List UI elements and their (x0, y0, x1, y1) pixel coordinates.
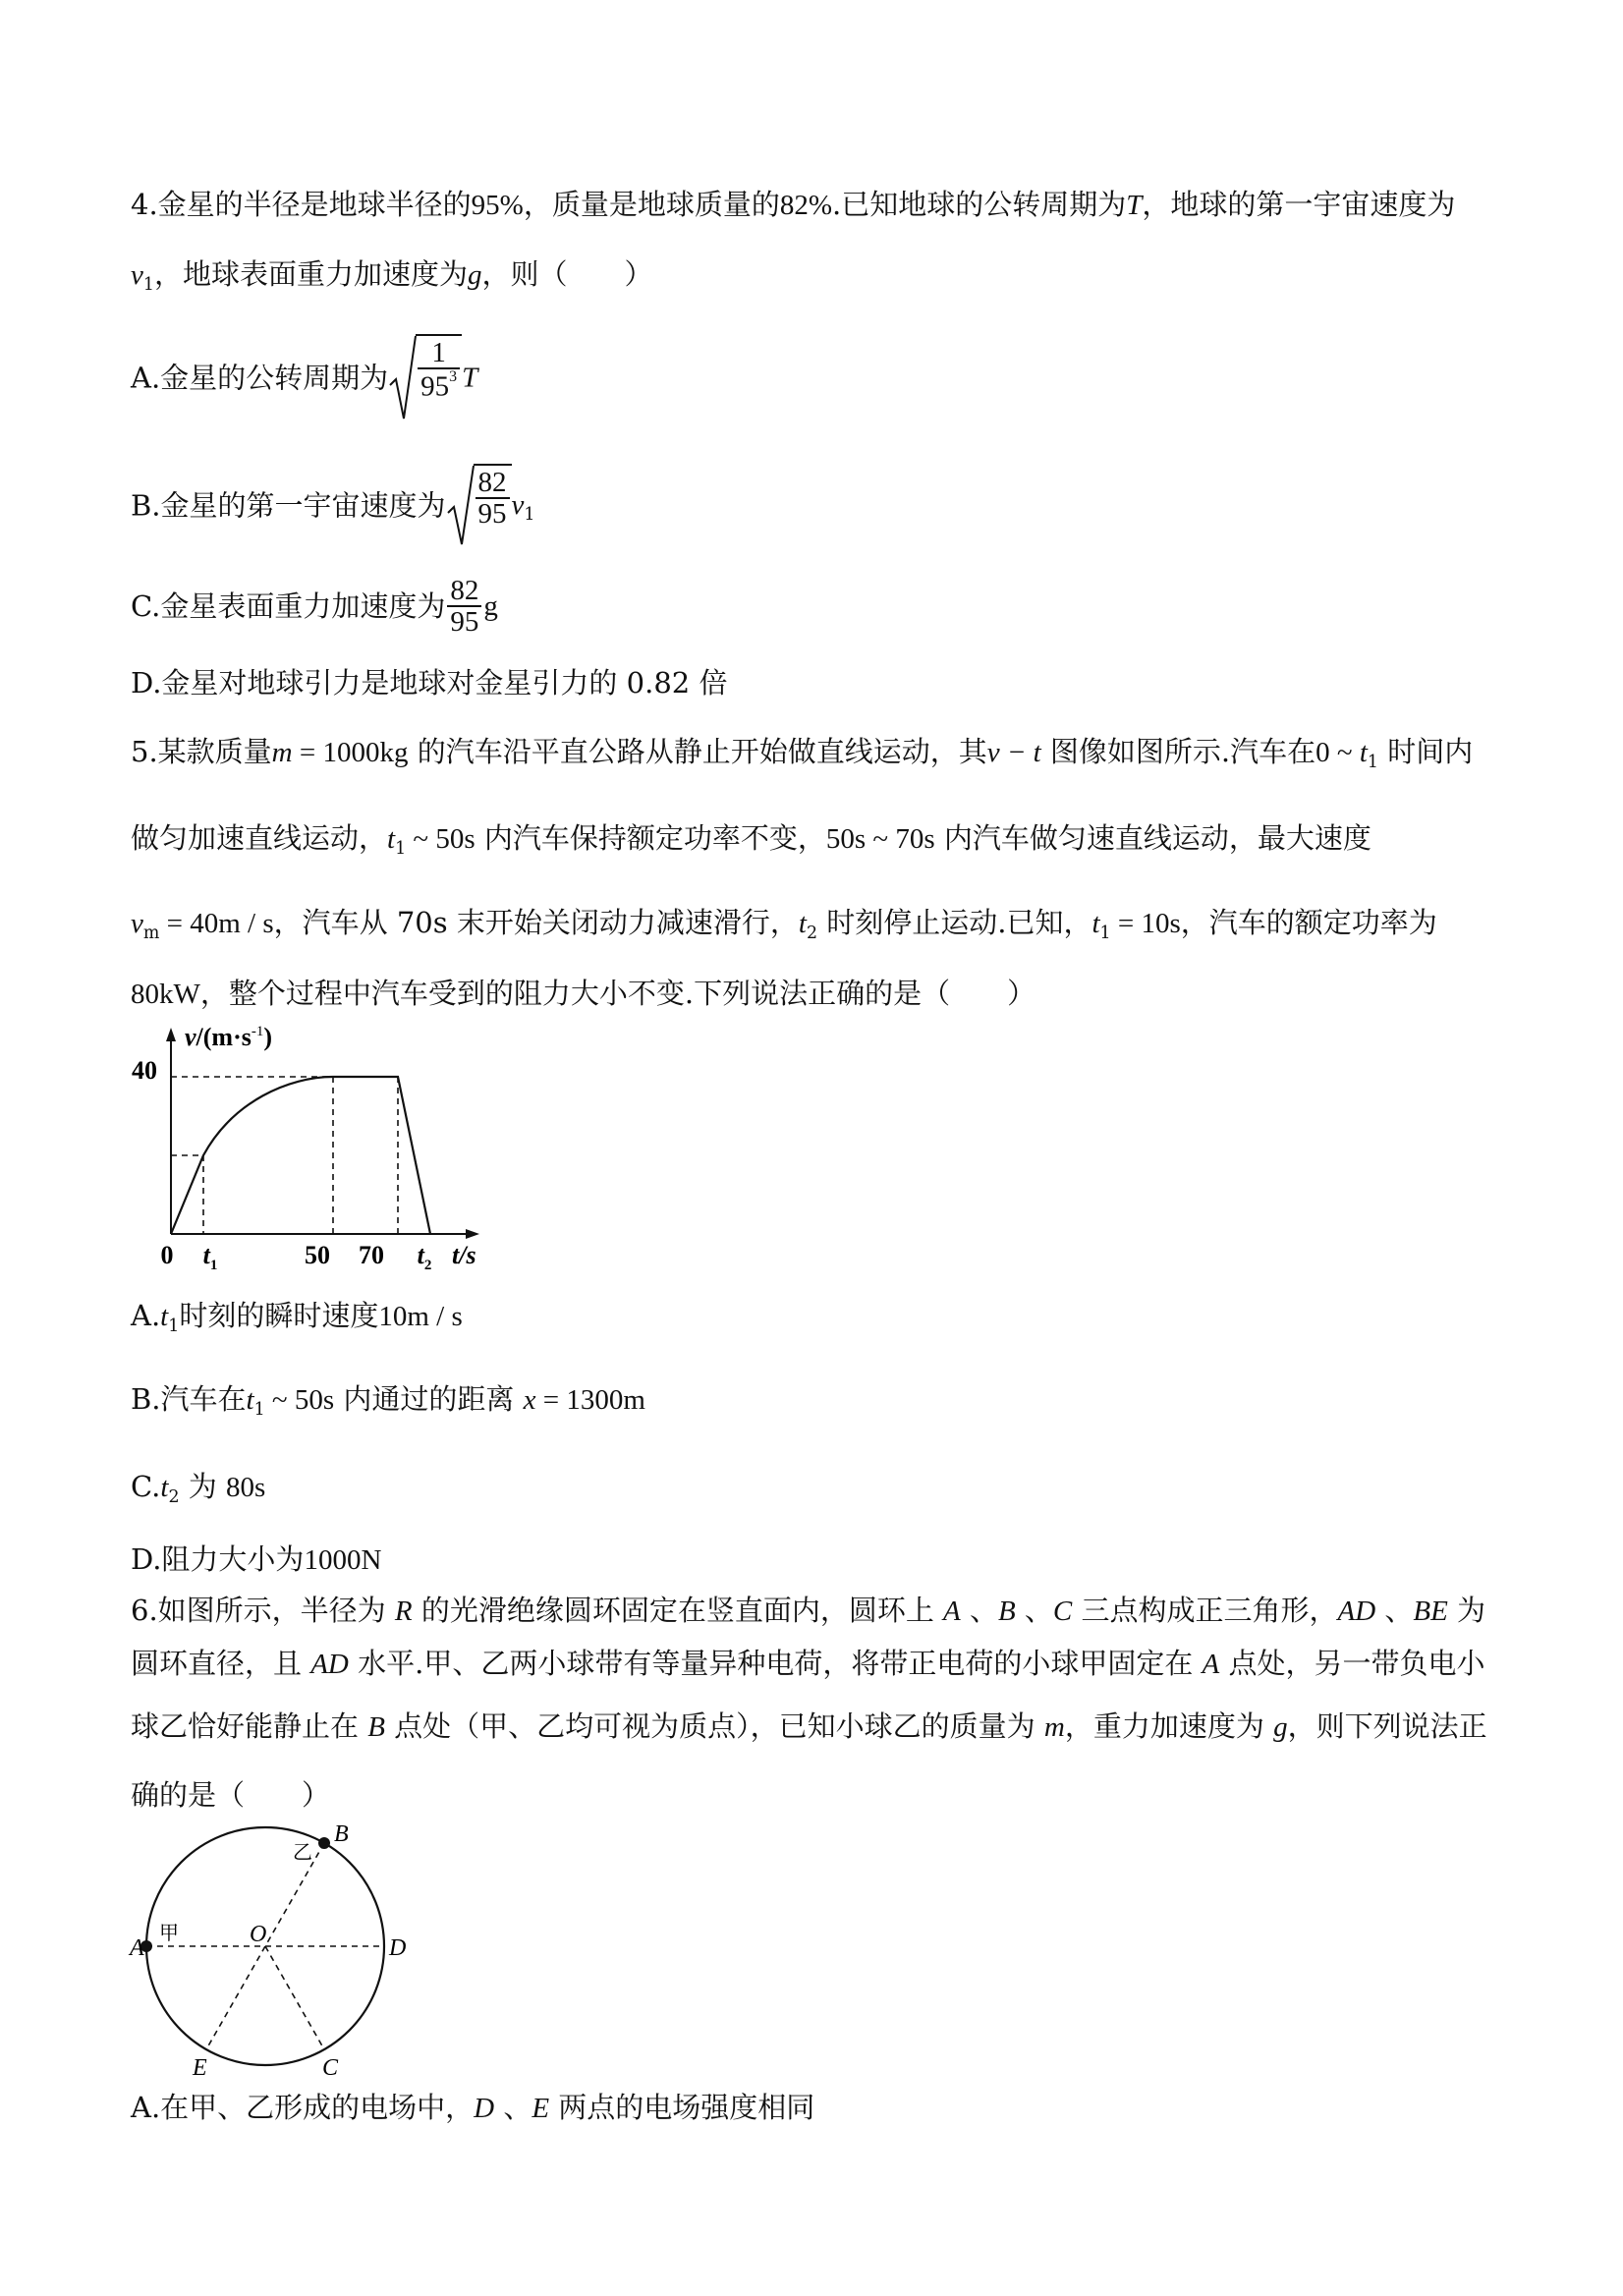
y-axis-label: $v/(m\cdot s^{-1})$ (185, 1023, 273, 1051)
velocity-curve (171, 1077, 430, 1234)
sqrt-expression: $\frac{82}{95}$ (446, 464, 512, 548)
q4-option-b: B.金星的第一宇宙速度为 $\frac{82}{95}$ $v_1$ (131, 464, 534, 548)
q5-stem-line3: $v_m = 40m / s$，汽车从 70s 末开始关闭动力减速滑行，$t_2$ 时刻停止运动.已知，$t_1 = 10s$，汽车的额定功率为 (131, 906, 1437, 944)
x-tick-50: 50 (305, 1241, 330, 1269)
q4-stem-line2: $v_1$，地球表面重力加速度为g，则（ ） (131, 257, 653, 296)
q6-stem-line1: 6.如图所示，半径为 R 的光滑绝缘圆环固定在竖直面内，圆环上 A 、B 、C 三点构成正三角形，AD 、BE 为 (131, 1594, 1486, 1627)
q5-option-c: $C.t_2$ 为 80s (131, 1470, 266, 1508)
label-e: E (193, 2055, 207, 2081)
q5-vt-graph (128, 1020, 491, 1275)
label-o: O (250, 1922, 267, 1947)
q5-option-a: $A.t_1$时刻的瞬时速度10m / s (131, 1299, 463, 1337)
x-axis-arrow (466, 1229, 479, 1239)
label-jia: 甲 (159, 1923, 179, 1944)
x-tick-t2: $t_2$ (417, 1241, 432, 1273)
x-axis-label: t/s (452, 1241, 476, 1269)
sqrt-expression: $\frac{1}{95^3}$ (388, 334, 462, 422)
q6-stem-line3: 球乙恰好能静止在 B 点处（甲、乙均可视为质点），已知小球乙的质量为 m，重力加速度为 g，则下列说法正 (131, 1709, 1487, 1743)
x-tick-t1: $t_1$ (202, 1241, 218, 1273)
label-a: A (130, 1935, 144, 1961)
label-yi: 乙 (293, 1842, 312, 1864)
q5-stem-line1: 5.某款质量m = 1000kg 的汽车沿平直公路从静止开始做直线运动，其v − t 图像如图所示.汽车在0 ~ $t_1$ 时间内 (131, 735, 1474, 773)
q6-circle-figure (126, 1818, 411, 2083)
label-d: D (389, 1935, 407, 1961)
q5-option-b: B.汽车在$t_1$ ~ 50s 内通过的距离 x = 1300m (131, 1382, 645, 1421)
q6-stem-line4: 确的是（ ） (131, 1778, 331, 1812)
q5-stem-line2: 做匀加速直线运动，$t_1$ ~ 50s 内汽车保持额定功率不变，50s ~ 70s 内汽车做匀速直线运动，最大速度 (131, 821, 1371, 860)
x-tick-70: 70 (359, 1241, 384, 1269)
charge-b-dot (318, 1837, 330, 1849)
q4-stem-line1: 4.金星的半径是地球半径的95%，质量是地球质量的82%.已知地球的公转周期为T，地球的第一宇宙速度为 (131, 188, 1456, 221)
q6-option-a: A.在甲、乙形成的电场中，D 、E 两点的电场强度相同 (131, 2091, 815, 2124)
x-tick-0: 0 (160, 1241, 174, 1269)
q4-option-a: A.金星的公转周期为 $\frac{1}{95^3}$ T (131, 334, 477, 422)
q6-stem-line2: 圆环直径，且 AD 水平.甲、乙两小球带有等量异种电荷，将带正电荷的小球甲固定在 A 点处，另一带负电小 (131, 1647, 1485, 1680)
label-c: C (322, 2055, 339, 2081)
q4-option-d: D.金星对地球引力是地球对金星引力的 0.82 倍 (131, 666, 728, 700)
y-tick-40: 40 (132, 1056, 157, 1085)
y-axis-arrow (166, 1028, 176, 1041)
q4-option-c: C.金星表面重力加速度为 $\frac{82}{95}$ g (131, 575, 498, 639)
q5-option-d: D.阻力大小为1000N (131, 1542, 382, 1576)
segment-oc (265, 1946, 324, 2049)
label-b: B (334, 1821, 349, 1847)
q5-stem-line4: 80kW，整个过程中汽车受到的阻力大小不变.下列说法正确的是（ ） (131, 977, 1036, 1010)
